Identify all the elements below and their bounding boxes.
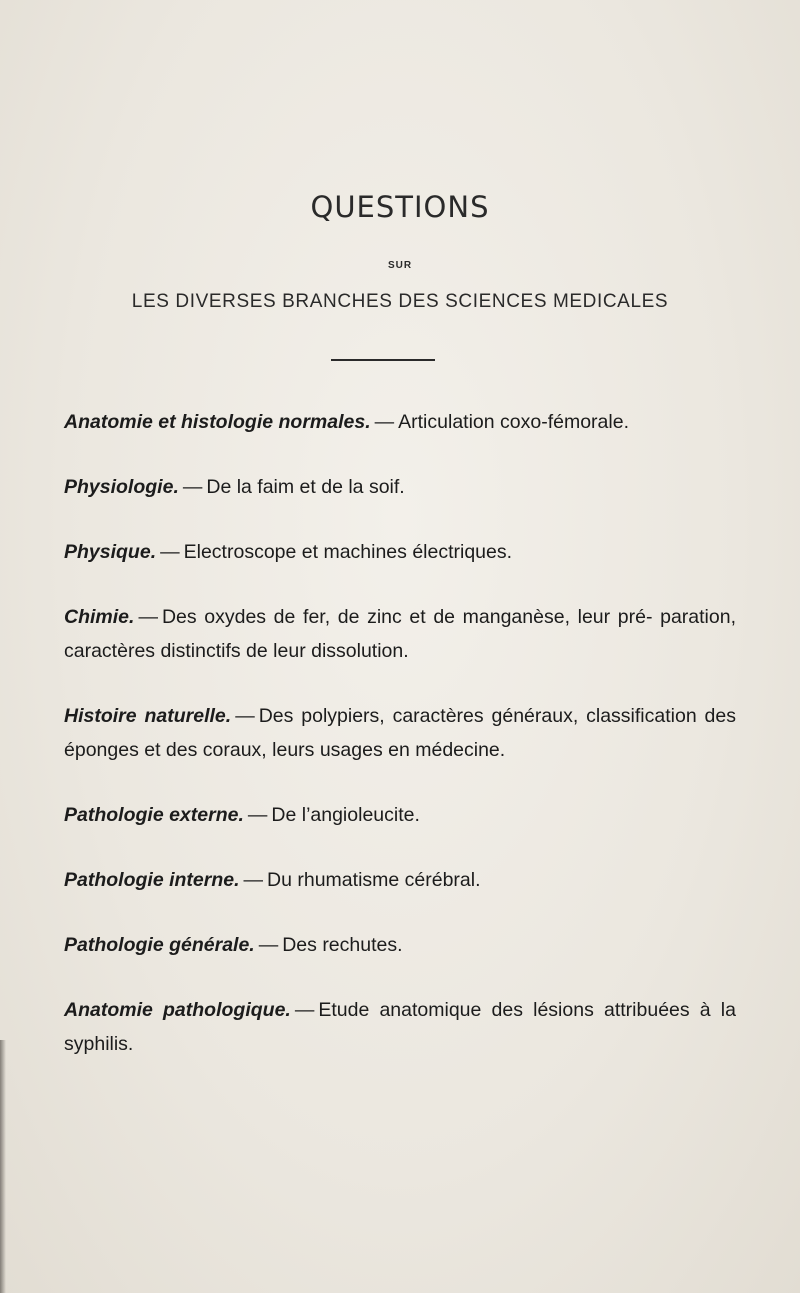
entry-label: Physique. <box>64 541 157 563</box>
entry-text: Des oxydes de fer, de zinc et de manganèse, leur pré- paration, caractères distinctifs de leur dissolution. <box>64 606 736 662</box>
entry-label: Pathologie générale. <box>64 934 255 956</box>
question-entry-pathologie-generale <box>64 928 736 962</box>
entry-separator: — <box>374 411 395 433</box>
page-edge-shadow <box>0 1040 6 1293</box>
question-entry-physiologie <box>64 470 736 504</box>
question-entry-anatomie <box>64 405 736 439</box>
entry-label: Chimie. <box>64 606 135 628</box>
entry-text: De la faim et de la soif. <box>206 476 405 498</box>
entry-text: Articulation coxo-fémorale. <box>398 411 629 433</box>
question-entry-pathologie-interne <box>64 863 736 897</box>
entry-label: Pathologie interne. <box>64 869 240 891</box>
entry-text: Des polypiers, caractères généraux, classification des éponges et des coraux, leurs usages en médecine. <box>64 705 736 761</box>
question-entry-pathologie-externe <box>64 798 736 832</box>
question-entry-anatomie-pathologique <box>64 993 736 1061</box>
entry-text: Etude anatomique des lésions attribuées à la syphilis. <box>64 999 736 1055</box>
entry-label: Anatomie et histologie normales. <box>64 411 371 433</box>
entry-label: Physiologie. <box>64 476 179 498</box>
question-entry-chimie <box>64 600 736 668</box>
entry-separator: — <box>182 476 203 498</box>
title-connector: SUR <box>387 260 413 271</box>
horizontal-rule <box>331 359 435 361</box>
page-subtitle: LES DIVERSES BRANCHES DES SCIENCES MEDICALES <box>131 291 669 312</box>
entry-text: Des rechutes. <box>282 934 403 956</box>
entry-separator: — <box>160 541 180 563</box>
question-entry-physique <box>64 535 736 569</box>
entry-separator: — <box>235 705 255 727</box>
question-entry-histoire-naturelle <box>64 699 736 767</box>
entry-separator: — <box>247 804 268 826</box>
page-title: QUESTIONS <box>310 190 490 224</box>
entry-label: Anatomie pathologique. <box>64 999 291 1021</box>
entry-separator: — <box>138 606 158 628</box>
entry-separator: — <box>294 999 315 1021</box>
entry-separator: — <box>258 934 279 956</box>
entry-text: Electroscope et machines électriques. <box>183 541 513 563</box>
question-list <box>64 405 736 1092</box>
entry-text: Du rhumatisme cérébral. <box>267 869 481 891</box>
entry-separator: — <box>243 869 264 891</box>
entry-text: De l’angioleucite. <box>271 804 420 826</box>
entry-label: Pathologie externe. <box>64 804 244 826</box>
entry-label: Histoire naturelle. <box>64 705 232 727</box>
